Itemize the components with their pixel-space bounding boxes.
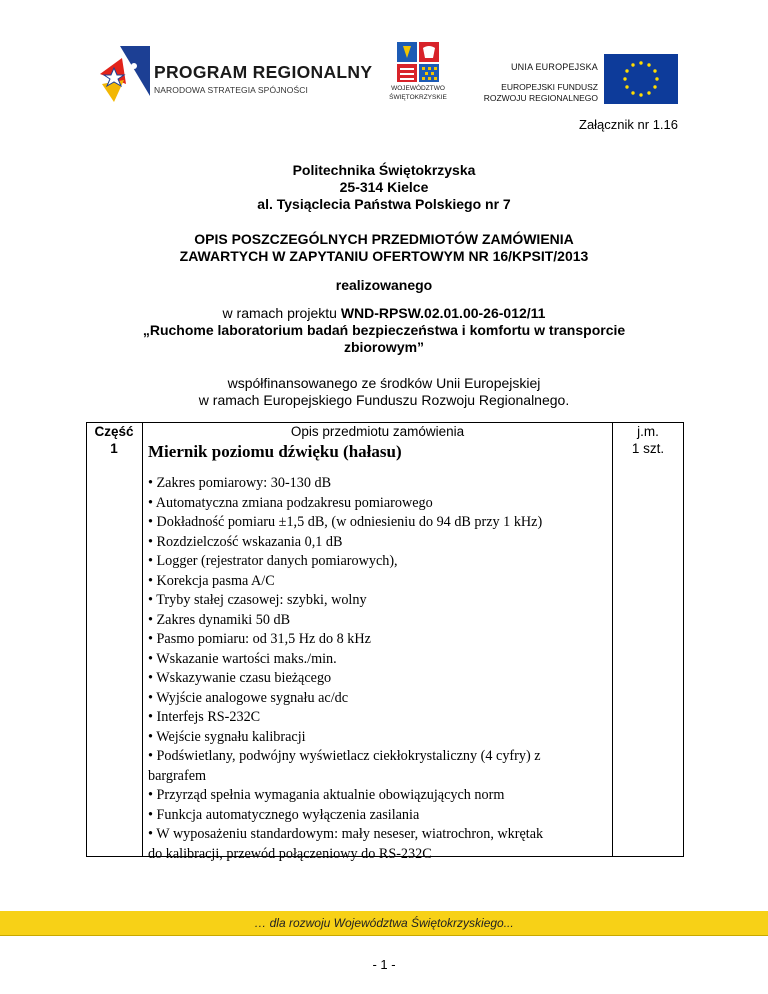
footer-band [0,911,768,935]
table-top-border [86,422,684,423]
organization-name: Politechnika Świętokrzyska [292,162,476,178]
project-code: WND-RPSW.02.01.00-26-012/11 [340,305,546,321]
table-right-border [683,422,684,857]
cofinancing-line1: współfinansowanego ze środków Unii Europejskiej [227,375,541,391]
spec-item: • Korekcja pasma A/C [148,572,275,589]
project-title-line2: zbiorowym” [343,339,425,355]
table-left-border [86,422,87,857]
spec-item: • Funkcja automatycznego wyłączenia zasilania [148,806,420,823]
spec-item: • Rozdzielczość wskazania 0,1 dB [148,533,343,550]
spec-item: • Wskazywanie czasu bieżącego [148,670,332,686]
document-heading [60,231,708,265]
spec-item: bargrafem [148,767,207,784]
heading-line1: OPIS POSZCZEGÓLNYCH PRZEDMIOTÓW ZAMÓWIENIA [194,231,574,247]
spec-item: • Wskazanie wartości maks./min. [148,650,337,667]
unit-value: 1 szt. [631,441,665,456]
eu-text-block [478,62,598,104]
project-title-line1: „Ruchome laboratorium badań bezpieczeństwa i komfortu w transporcie [142,322,626,338]
spec-item: • Wejście sygnału kalibracji [148,728,306,745]
items-table [86,422,684,862]
realized-label: realizowanego [335,277,433,293]
heading-line2: ZAWARTYCH W ZAPYTANIU OFERTOWYM NR 16/KPSIT/2013 [179,248,589,264]
spec-item: • Automatyczna zmiana podzakresu pomiarowego [148,494,433,511]
project-block [60,305,708,356]
eu-fund-line1: EUROPEJSKI FUNDUSZ [501,82,598,92]
spec-item: • W wyposażeniu standardowym: mały neseser, wiatrochron, wkrętak [148,826,544,842]
cofinancing-line2: w ramach Europejskiego Funduszu Rozwoju Regionalnego. [198,392,570,408]
region-logo [388,40,448,106]
region-coat-of-arms-icon [395,40,441,84]
project-prefix: w ramach projektu [222,305,341,321]
spec-list [148,474,618,864]
item-title: Miernik poziomu dźwięku (hałasu) [148,442,402,461]
region-name-line1: WOJEWÓDZTWO [391,85,445,92]
spec-item: do kalibracji, przewód połączeniowy do RS-232C [148,845,432,862]
spec-item: • Zakres dynamiki 50 dB [148,611,291,628]
header-part: Część [94,424,134,439]
eu-title: UNIA EUROPEJSKA [510,62,598,72]
header-description: Opis przedmiotu zamówienia [290,424,465,439]
eu-flag-icon [604,54,678,104]
spec-item: • Wyjście analogowe sygnału ac/dc [148,689,349,706]
organization-street: al. Tysiąclecia Państwa Polskiego nr 7 [257,196,511,212]
table-divider-1 [142,422,143,857]
program-regionalny-logo [96,44,373,106]
eu-fund-line2: ROZWOJU REGIONALNEGO [483,93,598,103]
spec-item: • Logger (rejestrator danych pomiarowych), [148,553,398,569]
page-number: - 1 - [372,957,396,972]
spec-item: • Zakres pomiarowy: 30-130 dB [148,475,332,491]
program-title: PROGRAM REGIONALNY [154,62,373,82]
spec-item: • Dokładność pomiaru ±1,5 dB, (w odniesieniu do 94 dB przy 1 kHz) [148,514,543,530]
program-regionalny-mark-icon [96,44,152,104]
spec-item: • Podświetlany, podwójny wyświetlacz ciekłokrystaliczny (4 cyfry) z [148,748,541,764]
header-unit: j.m. [637,424,659,439]
cofinancing-block [60,375,708,409]
footer-slogan: … dla rozwoju Województwa Świętokrzyskiego... [254,916,514,930]
organization-postal: 25-314 Kielce [339,179,429,195]
footer-divider [0,935,768,936]
spec-item: • Pasmo pomiaru: od 31,5 Hz do 8 kHz [148,631,371,647]
spec-item: • Przyrząd spełnia wymagania aktualnie obowiązujących norm [148,787,505,803]
region-name-line2: ŚWIĘTOKRZYSKIE [389,94,447,101]
part-number: 1 [110,441,118,456]
organization-block [60,162,708,213]
annex-label: Załącznik nr 1.16 [579,117,678,132]
program-subtitle: NARODOWA STRATEGIA SPÓJNOŚCI [154,85,308,95]
spec-item: • Tryby stałej czasowej: szybki, wolny [148,592,367,608]
spec-item: • Interfejs RS-232C [148,709,261,725]
